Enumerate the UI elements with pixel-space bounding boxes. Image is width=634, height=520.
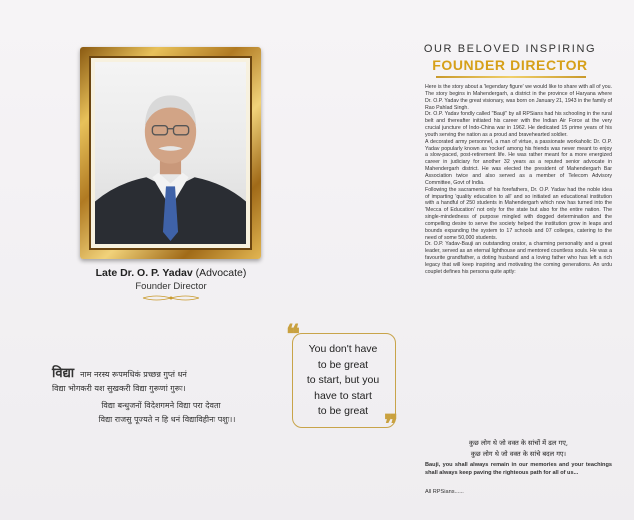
verse-line-2: विद्या भोगकरी यश सुखकरी विद्या गुरूणां गुरूः।	[52, 384, 186, 393]
couplet-line-1: कुछ लोग थे जो वक्त के सांचों में ढल गए,	[469, 439, 568, 447]
portrait-photo	[95, 62, 246, 244]
profile-name	[0, 267, 342, 279]
profile-role: Founder Director	[135, 281, 207, 292]
flourish-divider-icon	[141, 293, 201, 303]
portrait-mat	[91, 58, 250, 248]
verse-line-4: विद्या राजसु पूज्यते न हि धनं विद्याविहीनः पशुः।।	[98, 415, 236, 424]
quote-line: to be great	[317, 358, 369, 371]
quote-line: have to start	[314, 389, 372, 402]
close-quote-icon: ❞	[384, 410, 398, 440]
verse-line-3: विद्या बन्धुजनों विदेशगमने विद्या परा देवता	[101, 401, 221, 410]
story-text	[425, 84, 612, 276]
story-paragraph: Dr. O.P. Yadav fondly called "Bauji" by all RPSians had his schooling in the rural belt and thereafter initiated his career with the Indian Air Force at the very crucial juncture of Indo-China war in 1962. He dedicated 15 prime years of his youth serving the nation as a proud and bravehearted soldier.	[425, 111, 612, 138]
story-paragraph: Following the sacraments of his forefathers, Dr. O.P. Yadav had the noble idea of imparting 'quality education to all' and so initiated an educational institution with a handful of 250 students in Mahendergarh which now has turned into the 'Mecca of Education' not only for the state but also for the entire nation. The single-mindedness of purpose mingled with dogged determination and the compelling desire to serve the society helped the institution grow in leaps and bounds expanding the system to 17 schools and 07 colleges, catering to the need of some 50,000 students.	[425, 186, 612, 241]
heading-line-1: OUR BELOVED INSPIRING	[423, 43, 597, 55]
story-paragraph: A decorated army personnel, a man of virtue, a passionate workaholic Dr. O.P. Yadav popularly known as 'rocket' among his friends was never meant to enjoy a slow-paced, post-retirement life. He was rather meant for a more energized career in judiciary for another 32 years as a reputed senior advocate in Mahendergarh district. He was elected the president of Mahendergarh Bar Association twice and also served as a member of Telecom Advisory Committee, Govt of India.	[425, 138, 612, 186]
sanskrit-verse	[52, 363, 282, 425]
story-paragraph: Dr. O.P. Yadav-Bauji an outstanding orator, a charming personality and a great leader, served as an eternal lighthouse and mentored countless souls. He was a favourite grandfather, a doting husband and a loving father who has left a rich legacy that will keep inspiring and motivating the coming generations. An urdu couplet defines his persona quite aptly:	[425, 241, 612, 275]
quote-line: You don't have	[308, 343, 378, 355]
quote-line: to start, but you	[306, 374, 380, 386]
story-paragraph: Here is the story about a 'legendary figure' we would like to share with all of you. The story begins in Mahendergarh, a district in the province of Haryana where Dr. O.P. Yadav the great visionary, was born on January 21, 1943 in the family of Rao Pahlad Singh.	[425, 84, 612, 111]
couplet-line-2: कुछ लोग थे जो वक्त के सांचे बदल गए।	[470, 450, 567, 458]
verse-line-1: नाम नरस्य रूपमधिकं प्रच्छन्न गुप्तं धनं	[80, 370, 187, 379]
portrait-frame	[80, 47, 261, 259]
closing-message: Bauji, you shall always remain in our memories and your teachings shall always keep paving the righteous path for all of us...	[425, 462, 612, 477]
heading-underline	[436, 76, 586, 78]
open-quote-icon: ❝	[286, 320, 300, 350]
profile-name-suffix: (Advocate)	[195, 267, 247, 279]
quote-line: to be great	[317, 405, 369, 417]
profile-name-main: Late Dr. O. P. Yadav	[95, 267, 193, 279]
heading-line-2: FOUNDER DIRECTOR	[432, 57, 588, 73]
signature: All RPSians......	[425, 489, 464, 495]
quote-text	[292, 342, 394, 420]
portrait-illustration	[95, 62, 246, 244]
verse-lead-word: विद्या	[52, 366, 75, 381]
